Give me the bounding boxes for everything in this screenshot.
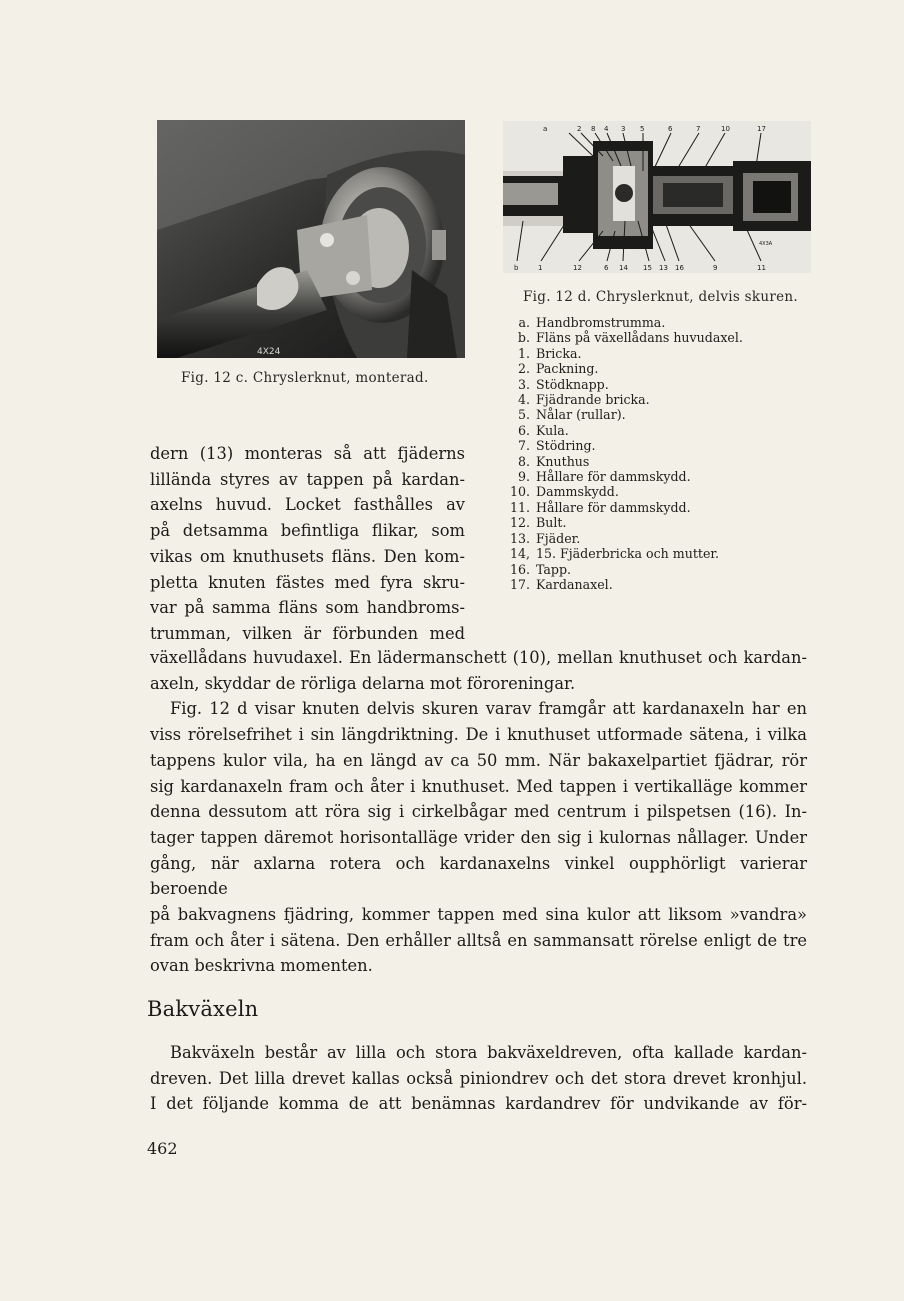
- legend-row: [503, 377, 803, 392]
- cutaway-top-label-1: 2: [577, 125, 582, 133]
- parts-legend: [503, 315, 803, 592]
- text-line: Bakväxeln består av lilla och stora bakväxeldreven, ofta kallade kardan-: [170, 1043, 807, 1062]
- legend-key: 1.: [517, 345, 530, 361]
- legend-text: Nålar (rullar).: [536, 407, 626, 423]
- legend-row: [503, 454, 803, 469]
- cutaway-top-label-6: 6: [668, 125, 673, 133]
- legend-text: Fläns på växellådans huvudaxel.: [536, 330, 743, 346]
- cutaway-bottom-label-8: 9: [713, 264, 718, 272]
- cutaway-bottom-label-0: b: [514, 264, 519, 272]
- legend-row: [503, 469, 803, 484]
- text-line: fram och åter i sätena. Den erhåller alltså en sammansatt rörelse enligt de tre: [150, 930, 807, 950]
- text-line: växellådans huvudaxel. En lädermanschett (10), mellan knuthuset och kardan-: [150, 648, 807, 667]
- legend-text: Stödknapp.: [536, 376, 609, 392]
- legend-text: 15. Fjäderbricka och mutter.: [536, 546, 720, 562]
- legend-key: 17.: [509, 576, 530, 592]
- legend-text: Tapp.: [536, 561, 572, 577]
- text-line: ovan beskrivna momenten.: [150, 956, 373, 976]
- cutaway-top-label-5: 5: [640, 125, 645, 133]
- text-line: tappens kulor vila, ha en längd av ca 50 mm. När bakaxelpartiet fjädrar, rör: [150, 750, 807, 770]
- text-line: lilländа styres av tappen på kardan-: [150, 469, 465, 489]
- legend-key: 6.: [517, 422, 530, 438]
- legend-text: Fjädrande bricka.: [536, 392, 650, 408]
- text-line: trumman, vilken är förbunden med: [150, 623, 465, 643]
- cutaway-top-label-7: 7: [696, 125, 701, 133]
- photo-joint-cutaway: [503, 121, 811, 273]
- legend-row: [503, 531, 803, 546]
- photo-joint-mounted: [157, 120, 465, 358]
- legend-text: Hållare för dammskydd.: [536, 499, 691, 515]
- legend-row: [503, 330, 803, 345]
- text-line: på bakvagnens fjädring, kommer tappen med sina kulor att liksom »vandra»: [150, 905, 807, 925]
- cutaway-top-label-8: 10: [721, 125, 730, 133]
- cutaway-top-label-4: 3: [621, 125, 626, 133]
- legend-key: 12.: [509, 515, 530, 531]
- cutaway-bottom-label-4: 14: [619, 264, 628, 272]
- legend-row: [503, 484, 803, 499]
- text-line: pletta knuten fästes med fyra skru-: [150, 572, 465, 592]
- legend-text: Kardanaxel.: [536, 576, 613, 592]
- legend-text: Kula.: [536, 422, 569, 438]
- text-line: axeln, skyddar de rörliga delarna mot föroreningar.: [150, 673, 576, 693]
- legend-text: Knuthus: [536, 453, 590, 469]
- legend-text: Dammskydd.: [536, 484, 619, 500]
- legend-row: [503, 546, 803, 561]
- legend-row: [503, 438, 803, 453]
- legend-key: 3.: [517, 376, 530, 392]
- text-line: dern (13) monteras så att fjäderns: [150, 444, 465, 463]
- legend-row: [503, 562, 803, 577]
- legend-row: [503, 407, 803, 422]
- text-line: axelns huvud. Locket fasthålles av: [150, 495, 465, 515]
- legend-key: 8.: [517, 453, 530, 469]
- legend-text: Handbromstrumma.: [536, 315, 666, 330]
- legend-text: Packning.: [536, 361, 599, 377]
- section-heading: Bakväxeln: [147, 997, 259, 1021]
- legend-key: 14,: [509, 546, 530, 562]
- cutaway-bottom-label-1: 1: [538, 264, 543, 272]
- joint-cutaway-illustration: [503, 121, 811, 273]
- text-line: viss rörelsefrihet i sin längdriktning. De i knuthuset utformade sätena, i vilka: [150, 725, 807, 745]
- text-line: var på samma fläns som handbroms-: [150, 598, 465, 618]
- cutaway-bottom-label-3: 6: [604, 264, 609, 272]
- text-line: gång, när axlarna rotera och kardanaxelns vinkel oupphörligt varierar beroende: [150, 853, 807, 899]
- photo-label-right: 4X3A: [759, 241, 773, 247]
- legend-row: [503, 392, 803, 407]
- cutaway-bottom-label-2: 12: [573, 264, 582, 272]
- text-line: tager tappen däremot horisontalläge vrider den sig i kulornas nållager. Under: [150, 827, 807, 847]
- text-line: vikas om knuthusets fläns. Den kom-: [150, 546, 465, 566]
- cutaway-bottom-label-6: 13: [659, 264, 668, 272]
- legend-row: [503, 423, 803, 438]
- legend-text: Hållare för dammskydd.: [536, 469, 691, 485]
- cutaway-top-label-3: 4: [604, 125, 609, 133]
- legend-text: Stödring.: [536, 438, 596, 454]
- legend-text: Bult.: [536, 515, 567, 531]
- cutaway-top-label-2: 8: [591, 125, 596, 133]
- cutaway-top-label-9: 17: [757, 125, 766, 133]
- legend-row: [503, 315, 803, 330]
- section-paragraph: [150, 1040, 807, 1117]
- legend-key: 5.: [517, 407, 530, 423]
- page-number: 462: [147, 1139, 178, 1158]
- text-line: sig kardanaxeln fram och åter i knuthuset. Med tappen i vertikalläge kommer: [150, 776, 807, 796]
- main-paragraphs: [150, 645, 807, 979]
- cutaway-bottom-label-9: 11: [757, 264, 766, 272]
- legend-key: a.: [518, 315, 530, 330]
- text-line: dreven. Det lilla drevet kallas också piniondrev och det stora drevet kronhjul.: [150, 1068, 807, 1088]
- legend-key: 2.: [517, 361, 530, 377]
- text-line: I det följande komma de att benämnas kardandrev för undvikande av för-: [150, 1094, 807, 1114]
- legend-key: 11.: [509, 499, 530, 515]
- legend-key: 16.: [509, 561, 530, 577]
- figure-caption-left: Fig. 12 c. Chryslerknut, monterad.: [181, 370, 429, 386]
- legend-text: Bricka.: [536, 345, 582, 361]
- legend-text: Fjäder.: [536, 530, 581, 546]
- legend-key: 9.: [517, 469, 530, 485]
- legend-row: [503, 361, 803, 376]
- legend-row: [503, 346, 803, 361]
- legend-key: 10.: [509, 484, 530, 500]
- legend-row: [503, 515, 803, 530]
- cutaway-bottom-label-5: 15: [643, 264, 652, 272]
- joint-mounted-illustration: [157, 120, 465, 358]
- text-line: Fig. 12 d visar knuten delvis skuren varav framgår att kardanaxeln har en: [170, 699, 807, 719]
- column-paragraph: [150, 441, 465, 647]
- legend-row: [503, 577, 803, 592]
- cutaway-bottom-label-7: 16: [675, 264, 684, 272]
- legend-key: b.: [517, 330, 530, 346]
- legend-key: 7.: [517, 438, 530, 454]
- legend-key: 13.: [509, 530, 530, 546]
- legend-key: 4.: [517, 392, 530, 408]
- figure-caption-right: Fig. 12 d. Chryslerknut, delvis skuren.: [523, 289, 799, 305]
- text-line: på detsamma befintliga flikar, som: [150, 521, 465, 541]
- cutaway-top-label-0: a: [543, 125, 548, 133]
- photo-label-left: 4X24: [257, 347, 281, 357]
- legend-row: [503, 500, 803, 515]
- text-line: denna dessutom att röra sig i cirkelbågar med centrum i pilspetsen (16). In-: [150, 802, 807, 822]
